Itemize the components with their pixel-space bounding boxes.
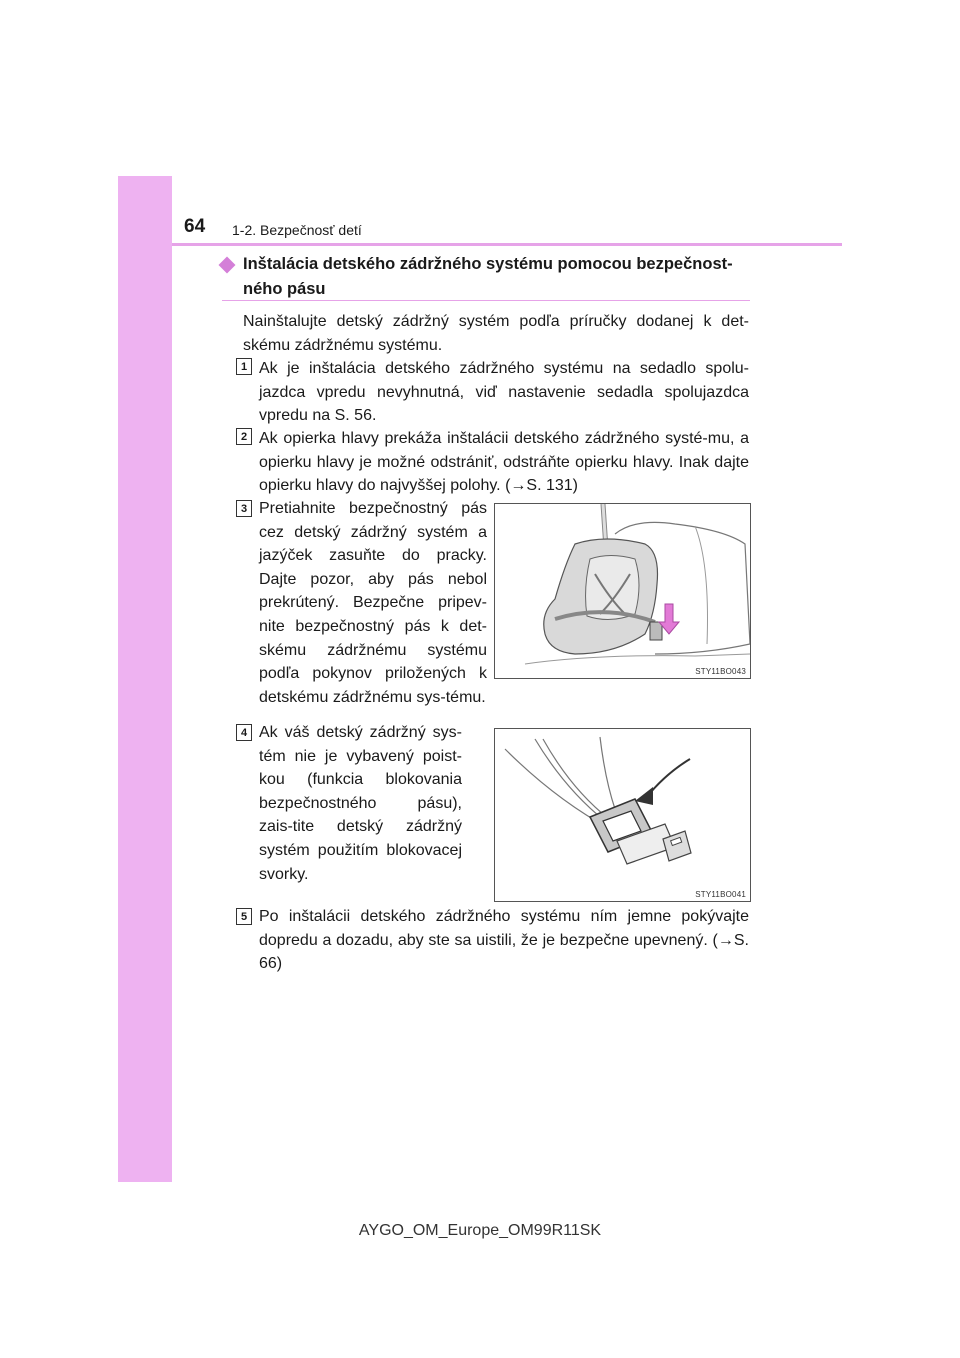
child-seat-illustration <box>495 504 750 678</box>
section-label: 1-2. Bezpečnosť detí <box>232 222 362 238</box>
header-rule <box>172 243 842 246</box>
step-number-2: 2 <box>236 428 252 445</box>
figure-2-code: STY11BO041 <box>695 890 746 899</box>
intro-paragraph: Nainštalujte detský zádržný systém podľa príručky dodanej k det-skému zádržnému systému. <box>243 313 749 354</box>
step-1-text: Ak je inštalácia detského zádržného systému na sedadlo spolu-jazdca vpredu nevyhnutná, viď nastavenie sedadla spolujazdca vpredu na S. 56. <box>259 360 749 425</box>
step-2-text: Ak opierka hlavy prekáža inštalácii detského zádržného systé-mu, a opierku hlavy je možné odstrániť, odstráňte opierku hlavy. Inak dajte opierku hlavy do najvyššej polohy. (→S. 131) <box>259 430 749 495</box>
footer-document-id: AYGO_OM_Europe_OM99R11SK <box>358 1222 602 1239</box>
figure-1-code: STY11BO043 <box>695 667 746 676</box>
step-5-text: Po inštalácii detského zádržného systému ním jemne pokývajte dopredu a dozadu, aby ste sa uistili, že je bezpečne upevnený. (→S. 66) <box>259 908 749 973</box>
section-heading: Inštalácia detského zádržného systému pomocou bezpečnost-ného pásu <box>243 255 733 298</box>
step-number-1: 1 <box>236 358 252 375</box>
step-number-4: 4 <box>236 724 252 741</box>
heading-rule <box>222 300 750 301</box>
step-4-text: Ak váš detský zádržný sys-tém nie je vybavený poist-kou (funkcia blokovania bezpečnostného pásu), zais-tite detský zádržný systém použitím blokovacej svorky. <box>259 724 462 883</box>
step-number-5: 5 <box>236 908 252 925</box>
locking-clip-illustration <box>495 729 750 901</box>
figure-child-seat-belt <box>494 503 751 679</box>
figure-locking-clip <box>494 728 751 902</box>
step-number-3: 3 <box>236 500 252 517</box>
step-3-text: Pretiahnite bezpečnostný pás cez detský zádržný systém a jazýček zasuňte do pracky. Dajte pozor, aby pás nebol prekrútený. Bezpečne pripev-nite bezpečnostný pás k det-skému zádržnému systému podľa pokynov priložených k detskému zádržnému sys-tému. <box>259 500 487 706</box>
diamond-bullet-icon <box>219 257 236 274</box>
page-number: 64 <box>184 216 206 237</box>
side-color-band <box>118 176 172 1182</box>
